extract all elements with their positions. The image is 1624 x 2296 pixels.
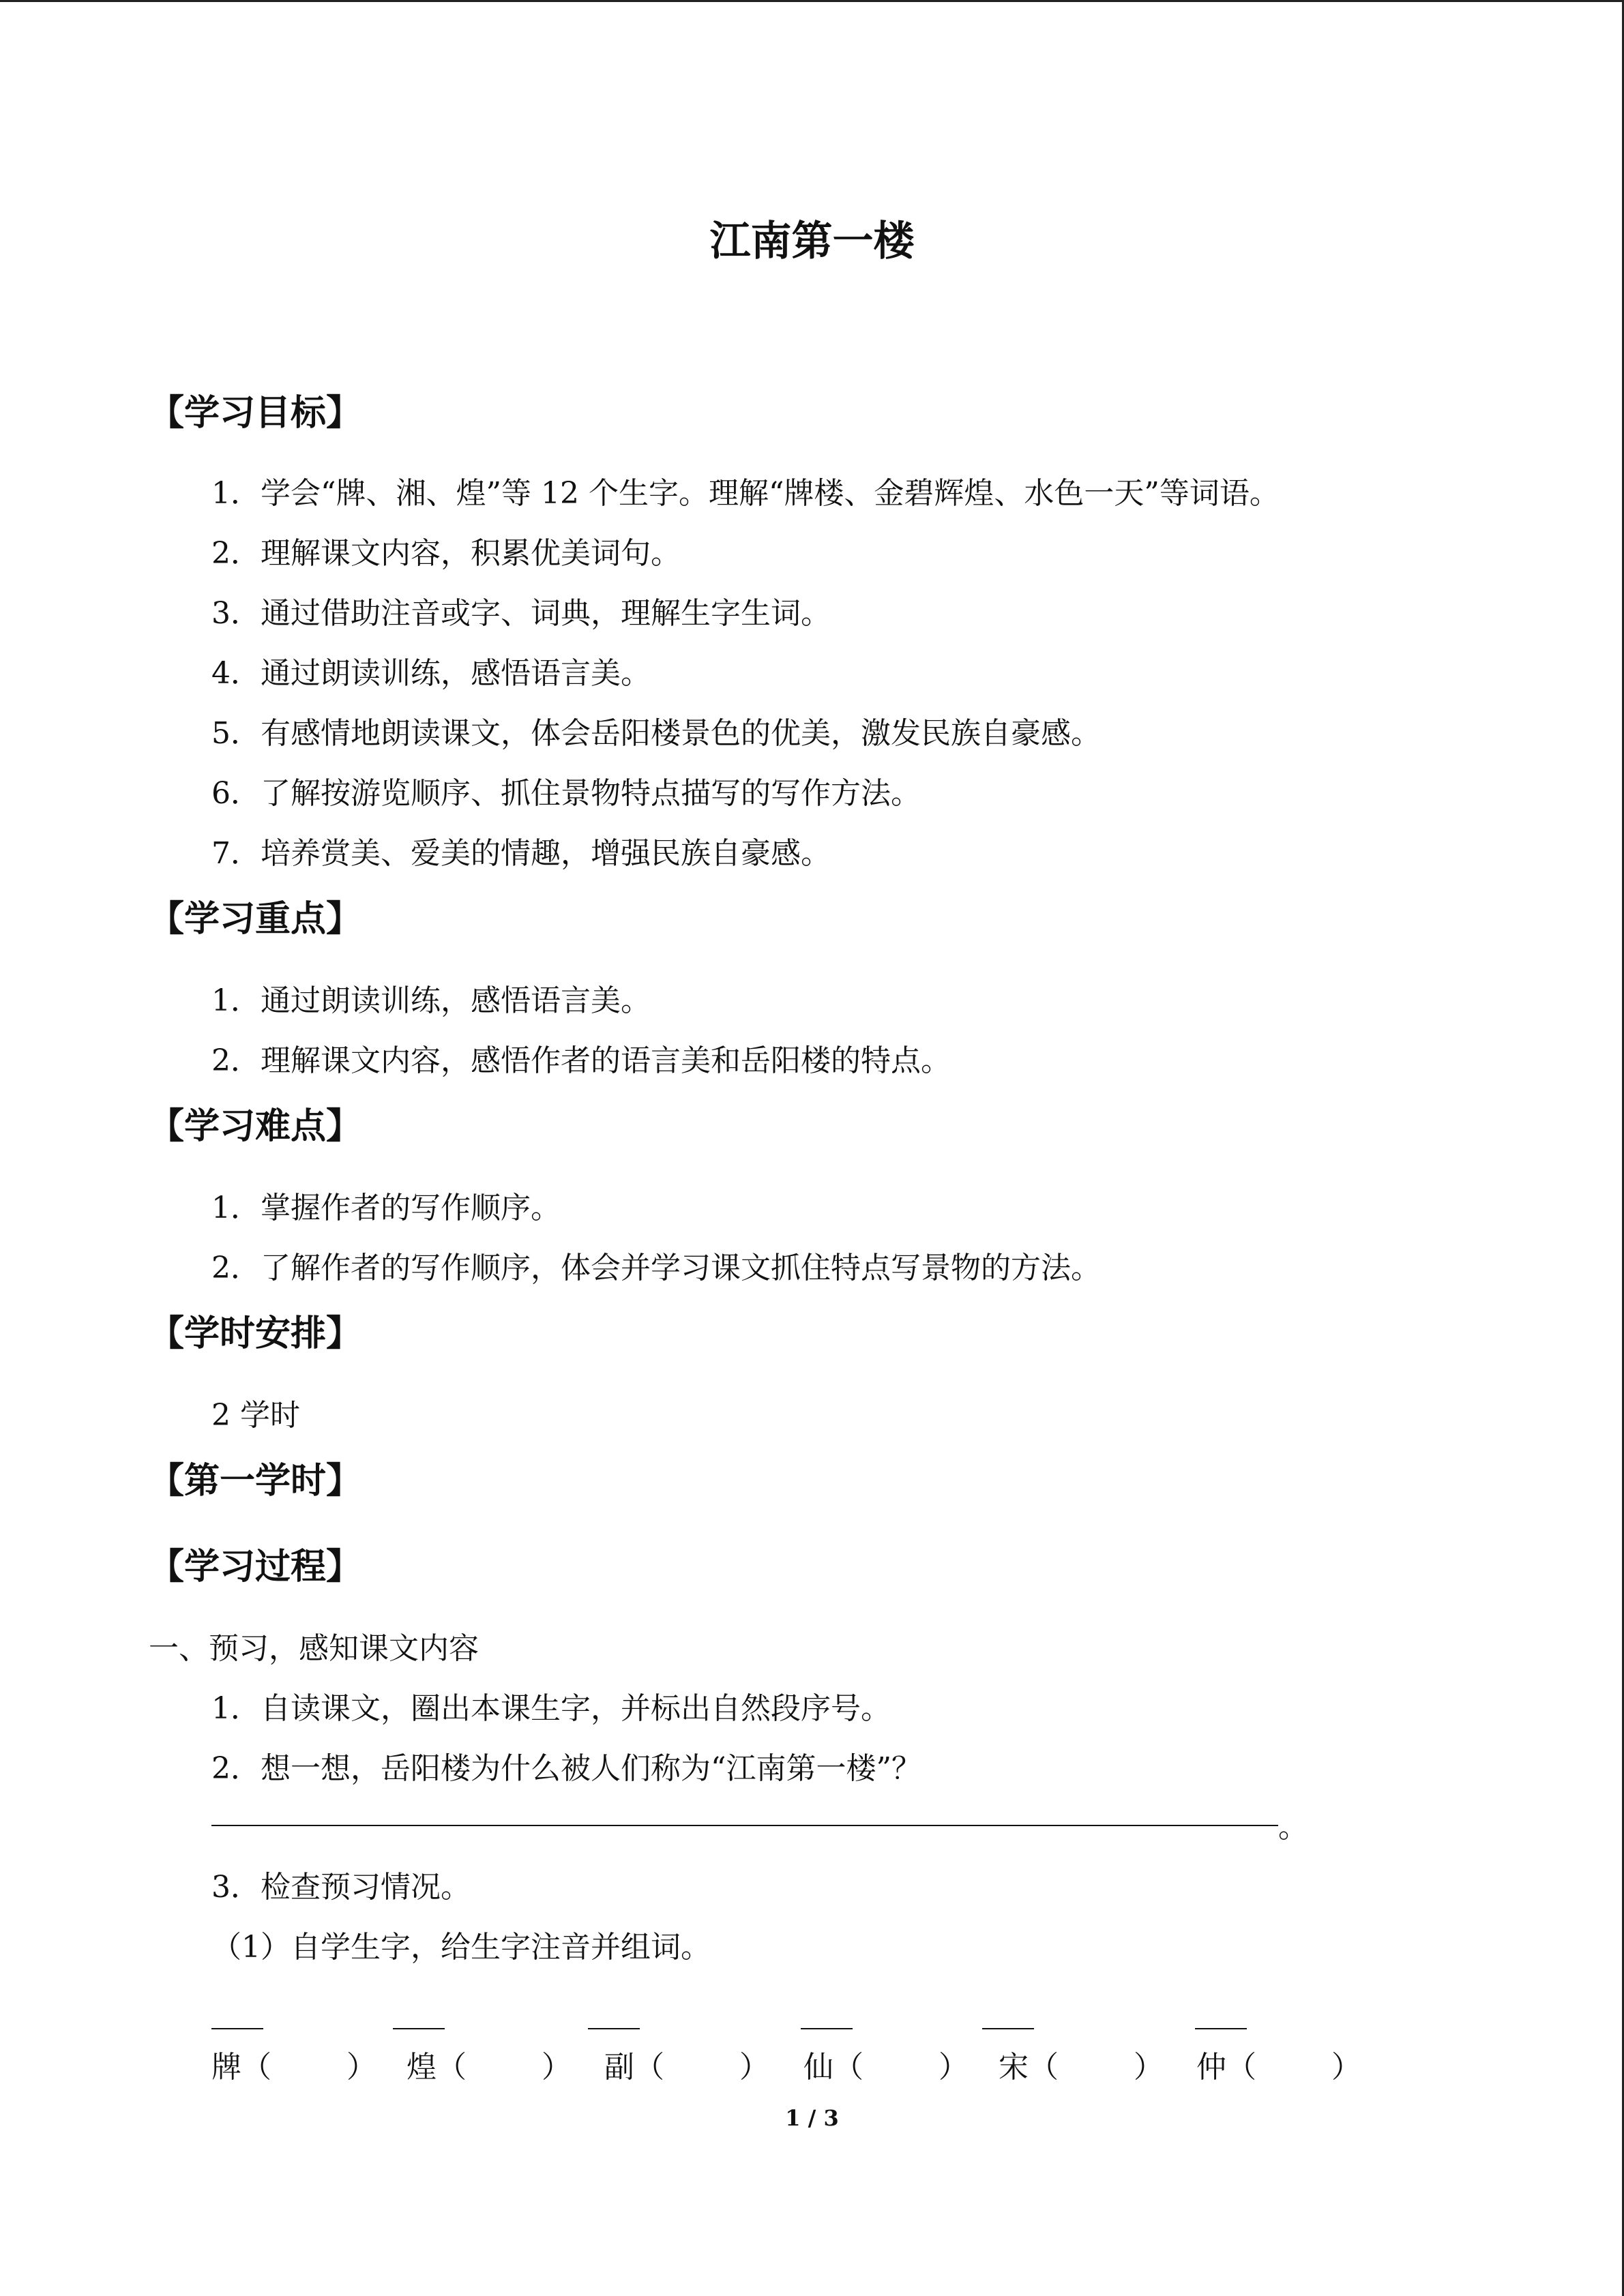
pinyin-blank-1[interactable] — [211, 2028, 263, 2029]
page-number: 1 / 3 — [785, 2105, 839, 2131]
schedule-text: 2 学时 — [211, 1398, 300, 1433]
pinyin-blank-3[interactable] — [588, 2028, 640, 2029]
word-close-paren: ） — [346, 2050, 377, 2085]
word-close-paren: ） — [1134, 2050, 1164, 2085]
key-point-item-2: 2．理解课文内容，感悟作者的语言美和岳阳楼的特点。 — [211, 1043, 951, 1078]
goal-item-3: 3．通过借助注音或字、词典，理解生字生词。 — [211, 596, 831, 631]
character-item-2 — [407, 2046, 572, 2089]
document-title: 江南第一楼 — [709, 218, 915, 265]
goal-item-2: 2．理解课文内容，积累优美词句。 — [211, 536, 681, 571]
word-open-paren: （ — [241, 2050, 271, 2085]
process-item-1: 1．自读课文，圈出本课生字，并标出自然段序号。 — [211, 1691, 891, 1726]
pinyin-blank-6[interactable] — [1195, 2028, 1247, 2029]
heading-first-period: 【第一学时】 — [149, 1461, 362, 1502]
pinyin-blank-5[interactable] — [982, 2028, 1034, 2029]
character-item-4 — [803, 2046, 969, 2089]
character-item-6 — [1196, 2046, 1361, 2089]
heading-learning-process: 【学习过程】 — [149, 1547, 362, 1587]
word-open-paren: （ — [1029, 2050, 1059, 2085]
difficulty-item-2: 2．了解作者的写作顺序，体会并学习课文抓住特点写景物的方法。 — [211, 1251, 1101, 1285]
character-item-5 — [999, 2046, 1164, 2089]
answer-end-punctuation: 。 — [1278, 1810, 1308, 1845]
pinyin-blank-2[interactable] — [393, 2028, 445, 2029]
goal-item-1: 1．学会“牌、湘、煌”等 12 个生字。理解“牌楼、金碧辉煌、水色一天”等词语。 — [211, 476, 1280, 511]
goal-item-6: 6．了解按游览顺序、抓住景物特点描写的写作方法。 — [211, 776, 921, 811]
goal-item-5: 5．有感情地朗读课文，体会岳阳楼景色的优美，激发民族自豪感。 — [211, 716, 1101, 751]
heading-schedule: 【学时安排】 — [149, 1313, 362, 1354]
process-part-1-title: 一、预习，感知课文内容 — [149, 1631, 479, 1666]
word-open-paren: （ — [1226, 2050, 1256, 2085]
answer-blank-line[interactable] — [211, 1825, 1278, 1826]
heading-difficulties: 【学习难点】 — [149, 1106, 362, 1147]
process-sub-item-1: （1）自学生字，给生字注音并组词。 — [211, 1930, 711, 1965]
character-glyph: 煌 — [407, 2050, 437, 2085]
pinyin-blank-4[interactable] — [801, 2028, 853, 2029]
heading-key-points: 【学习重点】 — [149, 899, 362, 940]
character-glyph: 牌 — [211, 2050, 241, 2085]
process-item-3: 3．检查预习情况。 — [211, 1870, 471, 1905]
character-glyph: 仲 — [1196, 2050, 1226, 2085]
word-open-paren: （ — [833, 2050, 863, 2085]
character-glyph: 宋 — [999, 2050, 1029, 2085]
character-item-1 — [211, 2046, 377, 2089]
character-glyph: 副 — [604, 2050, 634, 2085]
process-item-2: 2．想一想，岳阳楼为什么被人们称为“江南第一楼”？ — [211, 1751, 921, 1786]
difficulty-item-1: 1．掌握作者的写作顺序。 — [211, 1191, 561, 1225]
character-glyph: 仙 — [803, 2050, 833, 2085]
word-close-paren: ） — [542, 2050, 572, 2085]
word-open-paren: （ — [634, 2050, 664, 2085]
heading-learning-goals: 【学习目标】 — [149, 393, 362, 434]
word-close-paren: ） — [939, 2050, 969, 2085]
word-close-paren: ） — [739, 2050, 769, 2085]
key-point-item-1: 1．通过朗读训练，感悟语言美。 — [211, 983, 651, 1018]
word-close-paren: ） — [1331, 2050, 1361, 2085]
goal-item-4: 4．通过朗读训练，感悟语言美。 — [211, 656, 651, 691]
goal-item-7: 7．培养赏美、爱美的情趣，增强民族自豪感。 — [211, 836, 831, 871]
word-open-paren: （ — [437, 2050, 467, 2085]
character-item-3 — [604, 2046, 769, 2089]
